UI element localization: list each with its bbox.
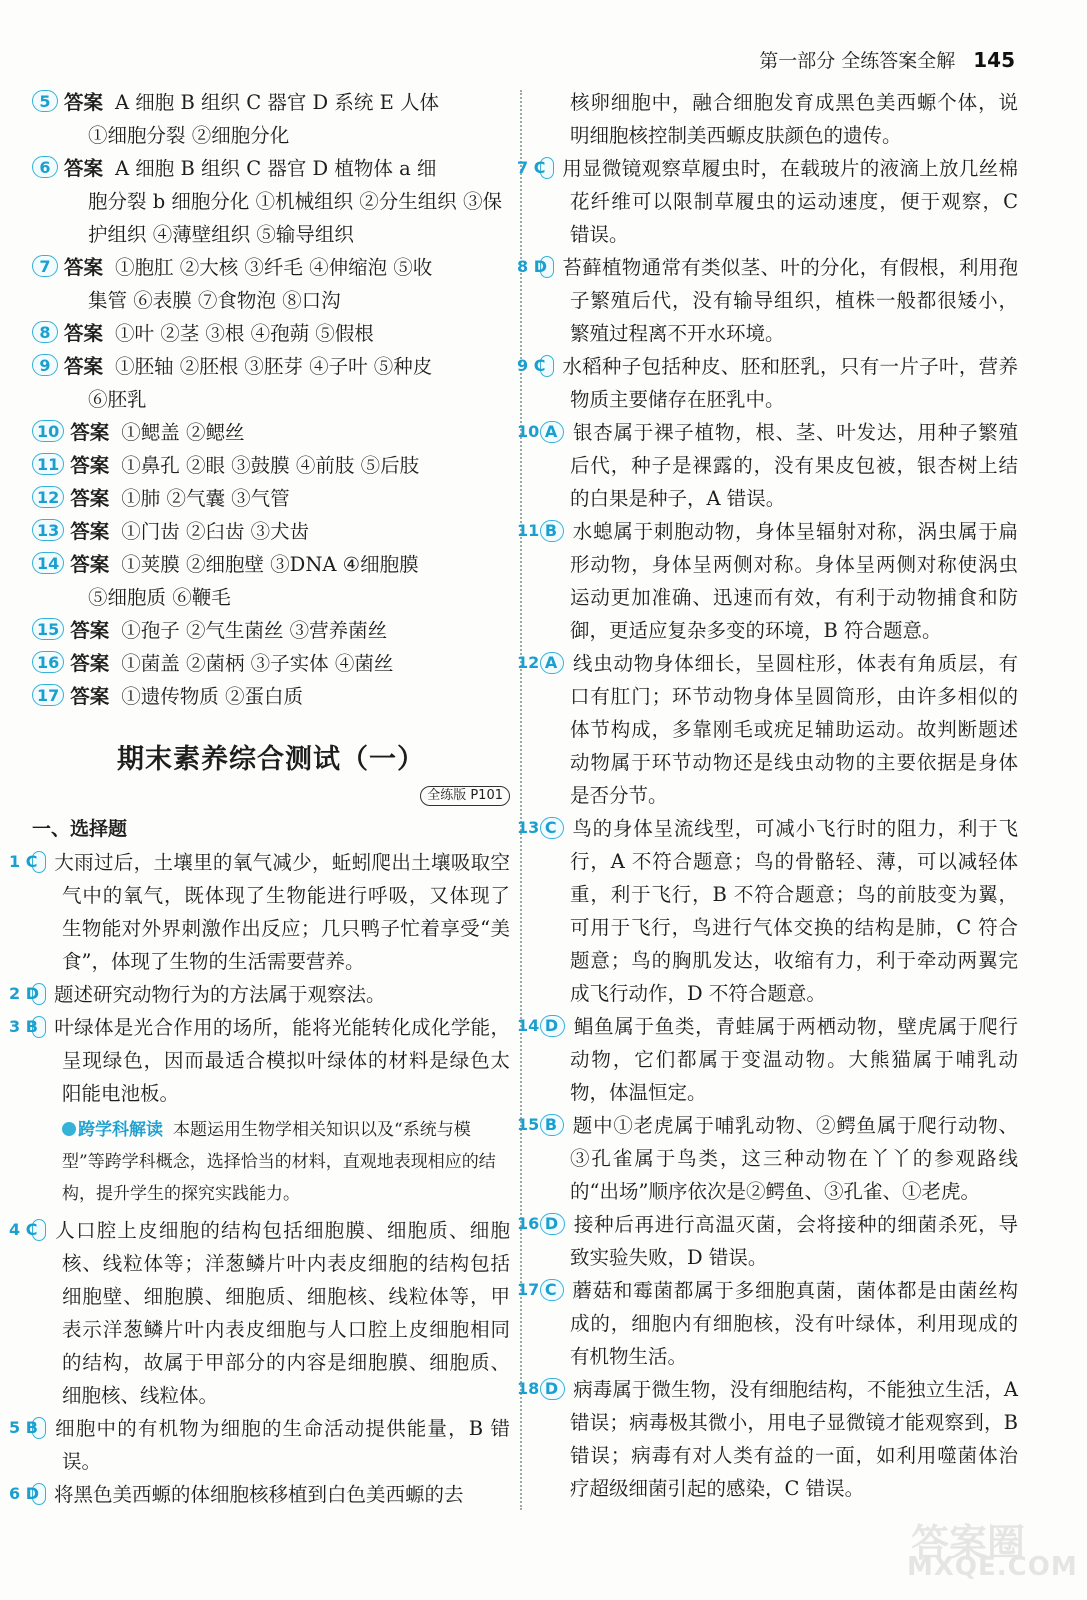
- explanation-text: 线虫动物身体细长，呈圆柱形，体表有角质层，有口有肛门；环节动物身体呈圆筒形，由许多相似的体节构成，多靠刚毛或疣足辅助运动。故判断题述动物属于环节动物还是线虫动物的主要依据是身体是否分节。: [570, 652, 1018, 807]
- answer-text: A 细胞 B 组织 C 器官 D 植物体 a 细: [115, 157, 437, 180]
- section-heading: 一、选择题: [32, 818, 128, 840]
- question-answer-tag: 7 C: [540, 157, 554, 179]
- question-answer-tag: 17 C: [540, 1279, 564, 1301]
- answer-text: ①荚膜 ②细胞壁 ③DNA ④细胞膜: [121, 553, 419, 576]
- question-answer-tag: 5 B: [32, 1417, 46, 1439]
- answer-item: [32, 350, 510, 416]
- edition-badge: 全练版 P101: [420, 786, 510, 806]
- question-answer-tag: 1 C: [32, 851, 46, 873]
- question-number: 8: [32, 321, 58, 343]
- left-column: [9, 86, 510, 1511]
- explanation-text: 银杏属于裸子植物，根、茎、叶发达，用种子繁殖后代，种子是裸露的，没有果皮包被，银杏树上结的白果是种子，A 错误。: [570, 421, 1018, 510]
- answer-item: [32, 416, 510, 449]
- answer-text: ①肺 ②气囊 ③气管: [121, 487, 290, 510]
- answer-item: [32, 548, 510, 614]
- answer-text-cont: 胞分裂 b 细胞分化 ①机械组织 ②分生组织 ③保护组织 ④薄壁组织 ⑤输导组织: [88, 190, 502, 246]
- question-answer-tag: 9 C: [540, 355, 554, 377]
- answer-text-cont: ⑥胚乳: [88, 388, 147, 411]
- question-answer-tag: 10 A: [540, 421, 564, 443]
- explanation-text: 题中①老虎属于哺乳动物、②鳄鱼属于爬行动物、③孔雀属于鸟类，这三种动物在丫丫的参观路线的“出场”顺序依次是②鳄鱼、③孔雀、①老虎。: [570, 1114, 1018, 1203]
- answer-text: ①叶 ②茎 ③根 ④孢蒴 ⑤假根: [115, 322, 374, 345]
- cross-discipline-text: 本题运用生物学相关知识以及“系统与模型”等跨学科概念，选择恰当的材料，直观地表现相应的结构，提升学生的探究实践能力。: [62, 1120, 496, 1204]
- question-number: 6: [32, 156, 58, 178]
- answer-item: [32, 251, 510, 317]
- question-number: 9: [32, 354, 58, 376]
- answer-text: A 细胞 B 组织 C 器官 D 系统 E 人体: [115, 91, 440, 114]
- answer-item: [32, 317, 510, 350]
- question-number: 16: [32, 651, 64, 673]
- question-answer-tag: 12 A: [540, 652, 564, 674]
- answer-label: 答案: [70, 553, 110, 576]
- answer-text: ①菌盖 ②菌柄 ③子实体 ④菌丝: [121, 652, 394, 675]
- question-answer-tag: 11 B: [540, 520, 564, 542]
- right-column: [517, 86, 1018, 1505]
- mc-explanation: [517, 647, 1018, 812]
- mc-explanation: [517, 515, 1018, 647]
- answer-item: [32, 647, 510, 680]
- mc-explanation: [517, 1274, 1018, 1373]
- explanation-text: 大雨过后，土壤里的氧气减少，蚯蚓爬出土壤吸取空气中的氧气，既体现了生物能进行呼吸，又体现了生物能对外界刺激作出反应；几只鸭子忙着享受“美食”，体现了生物的生活需要营养。: [54, 851, 510, 973]
- answer-item: [32, 482, 510, 515]
- explanation-text: 叶绿体是光合作用的场所，能将光能转化成化学能，呈现绿色，因而最适合模拟叶绿体的材料是绿色太阳能电池板。: [54, 1016, 510, 1105]
- explanation-text: 鲳鱼属于鱼类，青蛙属于两栖动物，壁虎属于爬行动物，它们都属于变温动物。大熊猫属于哺乳动物，体温恒定。: [570, 1015, 1018, 1104]
- question-number: 5: [32, 90, 58, 112]
- mc-explanation: [517, 251, 1018, 350]
- answer-item: [32, 86, 510, 152]
- watermark-logo: 答案圈 MXQE.COM: [907, 1521, 1078, 1582]
- explanation-text: 细胞中的有机物为细胞的生命活动提供能量，B 错误。: [54, 1417, 510, 1473]
- answer-text: ①鼻孔 ②眼 ③鼓膜 ④前肢 ⑤后肢: [121, 454, 420, 477]
- explanation-text: 水稻种子包括种皮、胚和胚乳，只有一片子叶，营养物质主要储存在胚乳中。: [562, 355, 1018, 411]
- answer-label: 答案: [64, 91, 104, 114]
- explanation-text: 将黑色美西螈的体细胞核移植到白色美西螈的去: [54, 1483, 464, 1506]
- mc-explanation: [517, 1109, 1018, 1208]
- answer-label: 答案: [70, 454, 110, 477]
- question-number: 17: [32, 684, 64, 706]
- answer-text: ①门齿 ②臼齿 ③犬齿: [121, 520, 310, 543]
- mc-explanation: [9, 978, 510, 1011]
- mc-list-right: [517, 152, 1018, 1505]
- answer-text: ①胞肛 ②大核 ③纤毛 ④伸缩泡 ⑤收: [115, 256, 433, 279]
- explanation-text: 人口腔上皮细胞的结构包括细胞膜、细胞质、细胞核、线粒体等；洋葱鳞片叶内表皮细胞的结构包括细胞壁、细胞膜、细胞质、细胞核、线粒体等，甲表示洋葱鳞片叶内表皮细胞与人口腔上皮细胞相同的结构，故属于甲部分的内容是细胞膜、细胞质、细胞核、线粒体。: [54, 1219, 510, 1407]
- answer-item: [32, 152, 510, 251]
- explanation-text: 用显微镜观察草履虫时，在载玻片的液滴上放几丝棉花纤维可以限制草履虫的运动速度，便于观察，C 错误。: [562, 157, 1018, 246]
- mc-explanation: [517, 416, 1018, 515]
- answer-label: 答案: [70, 487, 110, 510]
- mc-explanation: [9, 1214, 510, 1412]
- answer-text: ①胚轴 ②胚根 ③胚芽 ④子叶 ⑤种皮: [115, 355, 433, 378]
- question-number: 13: [32, 519, 64, 541]
- mc-explanation: [517, 1010, 1018, 1109]
- mc-explanation: [517, 152, 1018, 251]
- question-number: 15: [32, 618, 64, 640]
- explanation-text: 水螅属于刺胞动物，身体呈辐射对称，涡虫属于扁形动物，身体呈两侧对称。身体呈两侧对称使涡虫运动更加准确、迅速而有效，有利于动物捕食和防御，更适应复杂多变的环境，B 符合题意。: [570, 520, 1018, 642]
- answer-label: 答案: [64, 355, 104, 378]
- question-answer-tag: 6 D: [32, 1483, 46, 1505]
- answer-label: 答案: [64, 157, 104, 180]
- mc-explanation: [517, 1373, 1018, 1505]
- answer-label: 答案: [70, 619, 110, 642]
- question-number: 12: [32, 486, 64, 508]
- question-answer-tag: 8 D: [540, 256, 554, 278]
- answer-text-cont: ⑤细胞质 ⑥鞭毛: [88, 586, 231, 609]
- answer-item: [32, 449, 510, 482]
- question-number: 7: [32, 255, 58, 277]
- answer-text: ①遗传物质 ②蛋白质: [121, 685, 303, 708]
- page-header: [759, 46, 1015, 73]
- question-answer-tag: 2 D: [32, 983, 46, 1005]
- mc-explanation: [517, 350, 1018, 416]
- question-answer-tag: 16 D: [540, 1213, 565, 1235]
- mc-explanation: [9, 1412, 510, 1478]
- question-answer-tag: 3 B: [32, 1016, 46, 1038]
- question-number: 14: [32, 552, 64, 574]
- explanation-text: 病毒属于微生物，没有细胞结构，不能独立生活，A 错误；病毒极其微小，用电子显微镜才能观察到，B 错误；病毒有对人类有益的一面，如利用噬菌体治疗超级细菌引起的感染，C 错误。: [570, 1378, 1018, 1500]
- mc-explanation: [517, 1208, 1018, 1274]
- answer-list: [32, 86, 510, 713]
- question-answer-tag: 4 C: [32, 1219, 46, 1241]
- mc-list-left-2: [9, 1214, 510, 1511]
- cross-discipline-note: [32, 1114, 510, 1210]
- answer-text: ①孢子 ②气生菌丝 ③营养菌丝: [121, 619, 388, 642]
- question-answer-tag: 14 D: [540, 1015, 565, 1037]
- answer-text: ①鳃盖 ②鳃丝: [121, 421, 245, 444]
- explanation-text: 题述研究动物行为的方法属于观察法。: [54, 983, 386, 1006]
- mc-explanation: [9, 1011, 510, 1110]
- explanation-text: 鸟的身体呈流线型，可减小飞行时的阻力，利于飞行，A 不符合题意；鸟的骨骼轻、薄，可以减轻体重，利于飞行，B 不符合题意；鸟的前肢变为翼，可用于飞行，鸟进行气体交换的结构是肺，C 符合题意；鸟的胸肌发达，收缩有力，利于牵动两翼完成飞行动作，D 不符合题意。: [570, 817, 1018, 1005]
- answer-label: 答案: [70, 421, 110, 444]
- answer-label: 答案: [70, 652, 110, 675]
- explanation-text: 蘑菇和霉菌都属于多细胞真菌，菌体都是由菌丝构成的，细胞内有细胞核，没有叶绿体，利用现成的有机物生活。: [570, 1279, 1018, 1368]
- answer-item: [32, 614, 510, 647]
- answer-label: 答案: [64, 322, 104, 345]
- answer-label: 答案: [70, 685, 110, 708]
- question-number: 10: [32, 420, 64, 442]
- explanation-text: 接种后再进行高温灭菌，会将接种的细菌杀死，导致实验失败，D 错误。: [570, 1213, 1018, 1269]
- answer-item: [32, 680, 510, 713]
- section-title: 第一部分 全练答案全解: [759, 50, 956, 72]
- question-number: 11: [32, 453, 64, 475]
- answer-text-cont: ①细胞分裂 ②细胞分化: [88, 124, 290, 147]
- note-icon: [62, 1122, 76, 1136]
- test-title: 期末素养综合测试（一）: [117, 744, 425, 775]
- answer-item: [32, 515, 510, 548]
- page-number: 145: [973, 48, 1015, 72]
- mc-explanation: [9, 846, 510, 978]
- explanation-text: 苔藓植物通常有类似茎、叶的分化，有假根，利用孢子繁殖后代，没有输导组织，植株一般都很矮小，繁殖过程离不开水环境。: [562, 256, 1018, 345]
- answer-label: 答案: [70, 520, 110, 543]
- cross-discipline-label: 跨学科解读: [78, 1120, 163, 1140]
- continued-text: 核卵细胞中，融合细胞发育成黑色美西螈个体，说明细胞核控制美西螈皮肤颜色的遗传。: [570, 91, 1018, 147]
- mc-explanation: [9, 1478, 510, 1511]
- answer-text-cont: 集管 ⑥表膜 ⑦食物泡 ⑧口沟: [88, 289, 341, 312]
- mc-explanation: [517, 812, 1018, 1010]
- question-answer-tag: 13 C: [540, 817, 564, 839]
- question-answer-tag: 18 D: [540, 1378, 565, 1400]
- mc-list-left: [9, 846, 510, 1110]
- answer-label: 答案: [64, 256, 104, 279]
- question-answer-tag: 15 B: [540, 1114, 564, 1136]
